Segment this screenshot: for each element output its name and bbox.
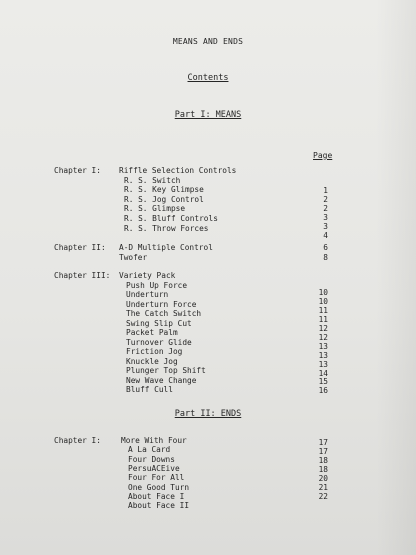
toc-entry: R. S. Glimpse <box>124 204 186 214</box>
toc-page-number: 4 <box>323 231 328 240</box>
chapter-label: Chapter I: <box>54 436 101 445</box>
document-title: MEANS AND ENDS <box>172 37 244 46</box>
toc-page-number: 11 <box>318 305 328 315</box>
toc-entry: R. S. Throw Forces <box>124 223 209 233</box>
toc-page-number: 12 <box>318 332 328 342</box>
toc-page-number: 10 <box>318 296 328 306</box>
toc-entry: One Good Turn <box>128 482 190 492</box>
toc-entry: R. S. Bluff Controls <box>124 214 218 223</box>
toc-entry: Swing Slip Cut <box>126 318 192 328</box>
toc-page-number: 1 <box>323 186 328 195</box>
toc-page-number: 13 <box>318 341 328 351</box>
toc-page-number: 17 <box>318 447 328 456</box>
toc-page-number: 15 <box>318 377 328 387</box>
toc-page-number: 11 <box>318 314 328 324</box>
toc-entry: The Catch Switch <box>126 309 202 318</box>
toc-page-number: 13 <box>318 359 328 369</box>
toc-entry: R. S. Key Glimpse <box>124 185 204 195</box>
toc-entry: Underturn Force <box>126 299 197 309</box>
toc-page-number: 12 <box>318 323 328 333</box>
toc-entry: About Face II <box>128 501 190 511</box>
toc-entry: R. S. Switch <box>124 175 181 185</box>
toc-entry: Packet Palm <box>126 328 178 337</box>
toc-entry: R. S. Jog Control <box>124 194 204 204</box>
page-shadow <box>376 0 416 555</box>
toc-entry: A-D Multiple Control <box>119 243 213 252</box>
toc-page-number: 10 <box>318 287 328 297</box>
part1-heading: Part I: MEANS <box>174 110 242 120</box>
toc-entry: Four Downs <box>128 454 175 464</box>
toc-entry: More With Four <box>121 436 187 445</box>
toc-entry: About Face I <box>128 491 185 501</box>
toc-page-number: 22 <box>318 492 328 501</box>
contents-heading: Contents <box>187 73 229 83</box>
toc-page-number: 13 <box>318 350 328 360</box>
part2-heading: Part II: ENDS <box>174 409 242 419</box>
toc-page-number: 18 <box>318 456 328 465</box>
toc-entry: New Wave Change <box>126 375 197 385</box>
toc-page-number: 21 <box>318 483 328 492</box>
toc-page-number: 6 <box>323 243 328 252</box>
toc-entry: Plunger Top Shift <box>126 366 206 375</box>
toc-entry: Bluff Cull <box>126 385 173 394</box>
toc-entry: A La Card <box>128 445 171 455</box>
toc-page-number: 20 <box>318 474 328 483</box>
chapter-label: Chapter III: <box>54 271 111 280</box>
toc-page-number: 2 <box>323 204 328 213</box>
toc-page-number: 3 <box>323 222 328 231</box>
toc-entry: Underturn <box>126 290 169 299</box>
toc-entry: Twofer <box>119 252 148 262</box>
toc-entry: Variety Pack <box>119 271 176 280</box>
toc-entry: Riffle Selection Controls <box>119 166 237 175</box>
toc-page-number: 8 <box>323 252 328 262</box>
toc-entry: Turnover Glide <box>126 337 192 347</box>
toc-entry: Four For All <box>128 473 185 483</box>
toc-page-number: 14 <box>318 368 328 378</box>
toc-entry: Knuckle Jog <box>126 356 178 366</box>
toc-entry: PersuACEive <box>128 463 180 473</box>
toc-page-number: 2 <box>323 195 328 204</box>
chapter-label: Chapter II: <box>54 243 106 252</box>
toc-entry: Friction Jog <box>126 347 183 356</box>
toc-page-number: 3 <box>323 213 328 222</box>
toc-page-number: 17 <box>318 438 328 447</box>
toc-entry: Push Up Force <box>126 280 188 290</box>
chapter-label: Chapter I: <box>54 166 101 175</box>
toc-page-number: 16 <box>318 386 328 396</box>
toc-page-number: 18 <box>318 465 328 474</box>
page-column-label: Page <box>313 151 333 160</box>
